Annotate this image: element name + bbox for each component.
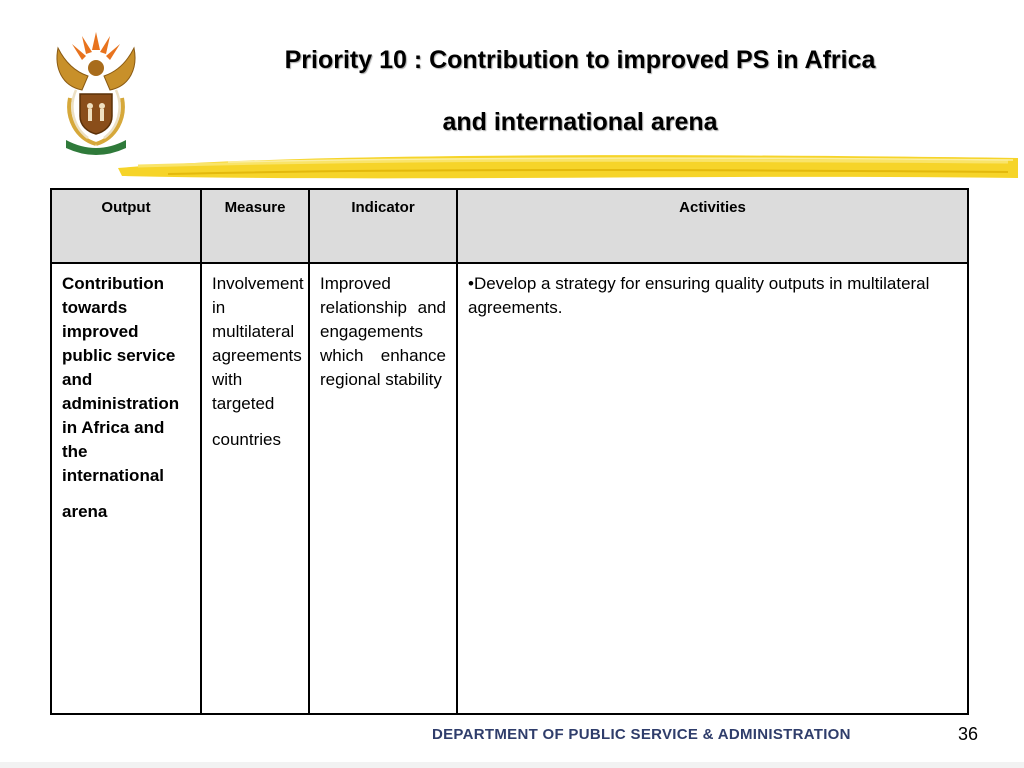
bottom-rule xyxy=(0,762,1024,768)
coat-of-arms-icon xyxy=(48,28,144,156)
measure-text-tail: countries xyxy=(212,430,281,449)
output-text: Contribution towards improved public service and administration in Africa and the international xyxy=(62,274,180,485)
yellow-brush-divider xyxy=(108,148,1024,188)
page-title-line-2: and international arena xyxy=(442,108,718,136)
header-indicator: Indicator xyxy=(309,189,457,263)
page-number: 36 xyxy=(958,724,979,744)
activities-text: •Develop a strategy for ensuring quality outputs in multilateral agreements. xyxy=(468,274,930,317)
output-text-tail: arena xyxy=(62,502,108,521)
indicator-text: Improved relationship and engagements which enhance regional stability xyxy=(320,274,446,389)
department-footer: DEPARTMENT OF PUBLIC SERVICE & ADMINISTRATION xyxy=(432,726,851,743)
page-title-line-1: Priority 10 : Contribution to improved PS in Africa xyxy=(284,46,876,74)
measure-text: Involvement in multilateral agreements with targeted xyxy=(212,274,304,413)
cell-measure xyxy=(201,263,309,714)
cell-activities xyxy=(457,263,968,714)
table-row xyxy=(51,263,968,714)
table-header-row xyxy=(51,189,968,263)
header-measure: Measure xyxy=(201,189,309,263)
priority-table xyxy=(50,188,969,715)
header-activities: Activities xyxy=(457,189,968,263)
cell-output xyxy=(51,263,201,714)
cell-indicator xyxy=(309,263,457,714)
header-output: Output xyxy=(51,189,201,263)
